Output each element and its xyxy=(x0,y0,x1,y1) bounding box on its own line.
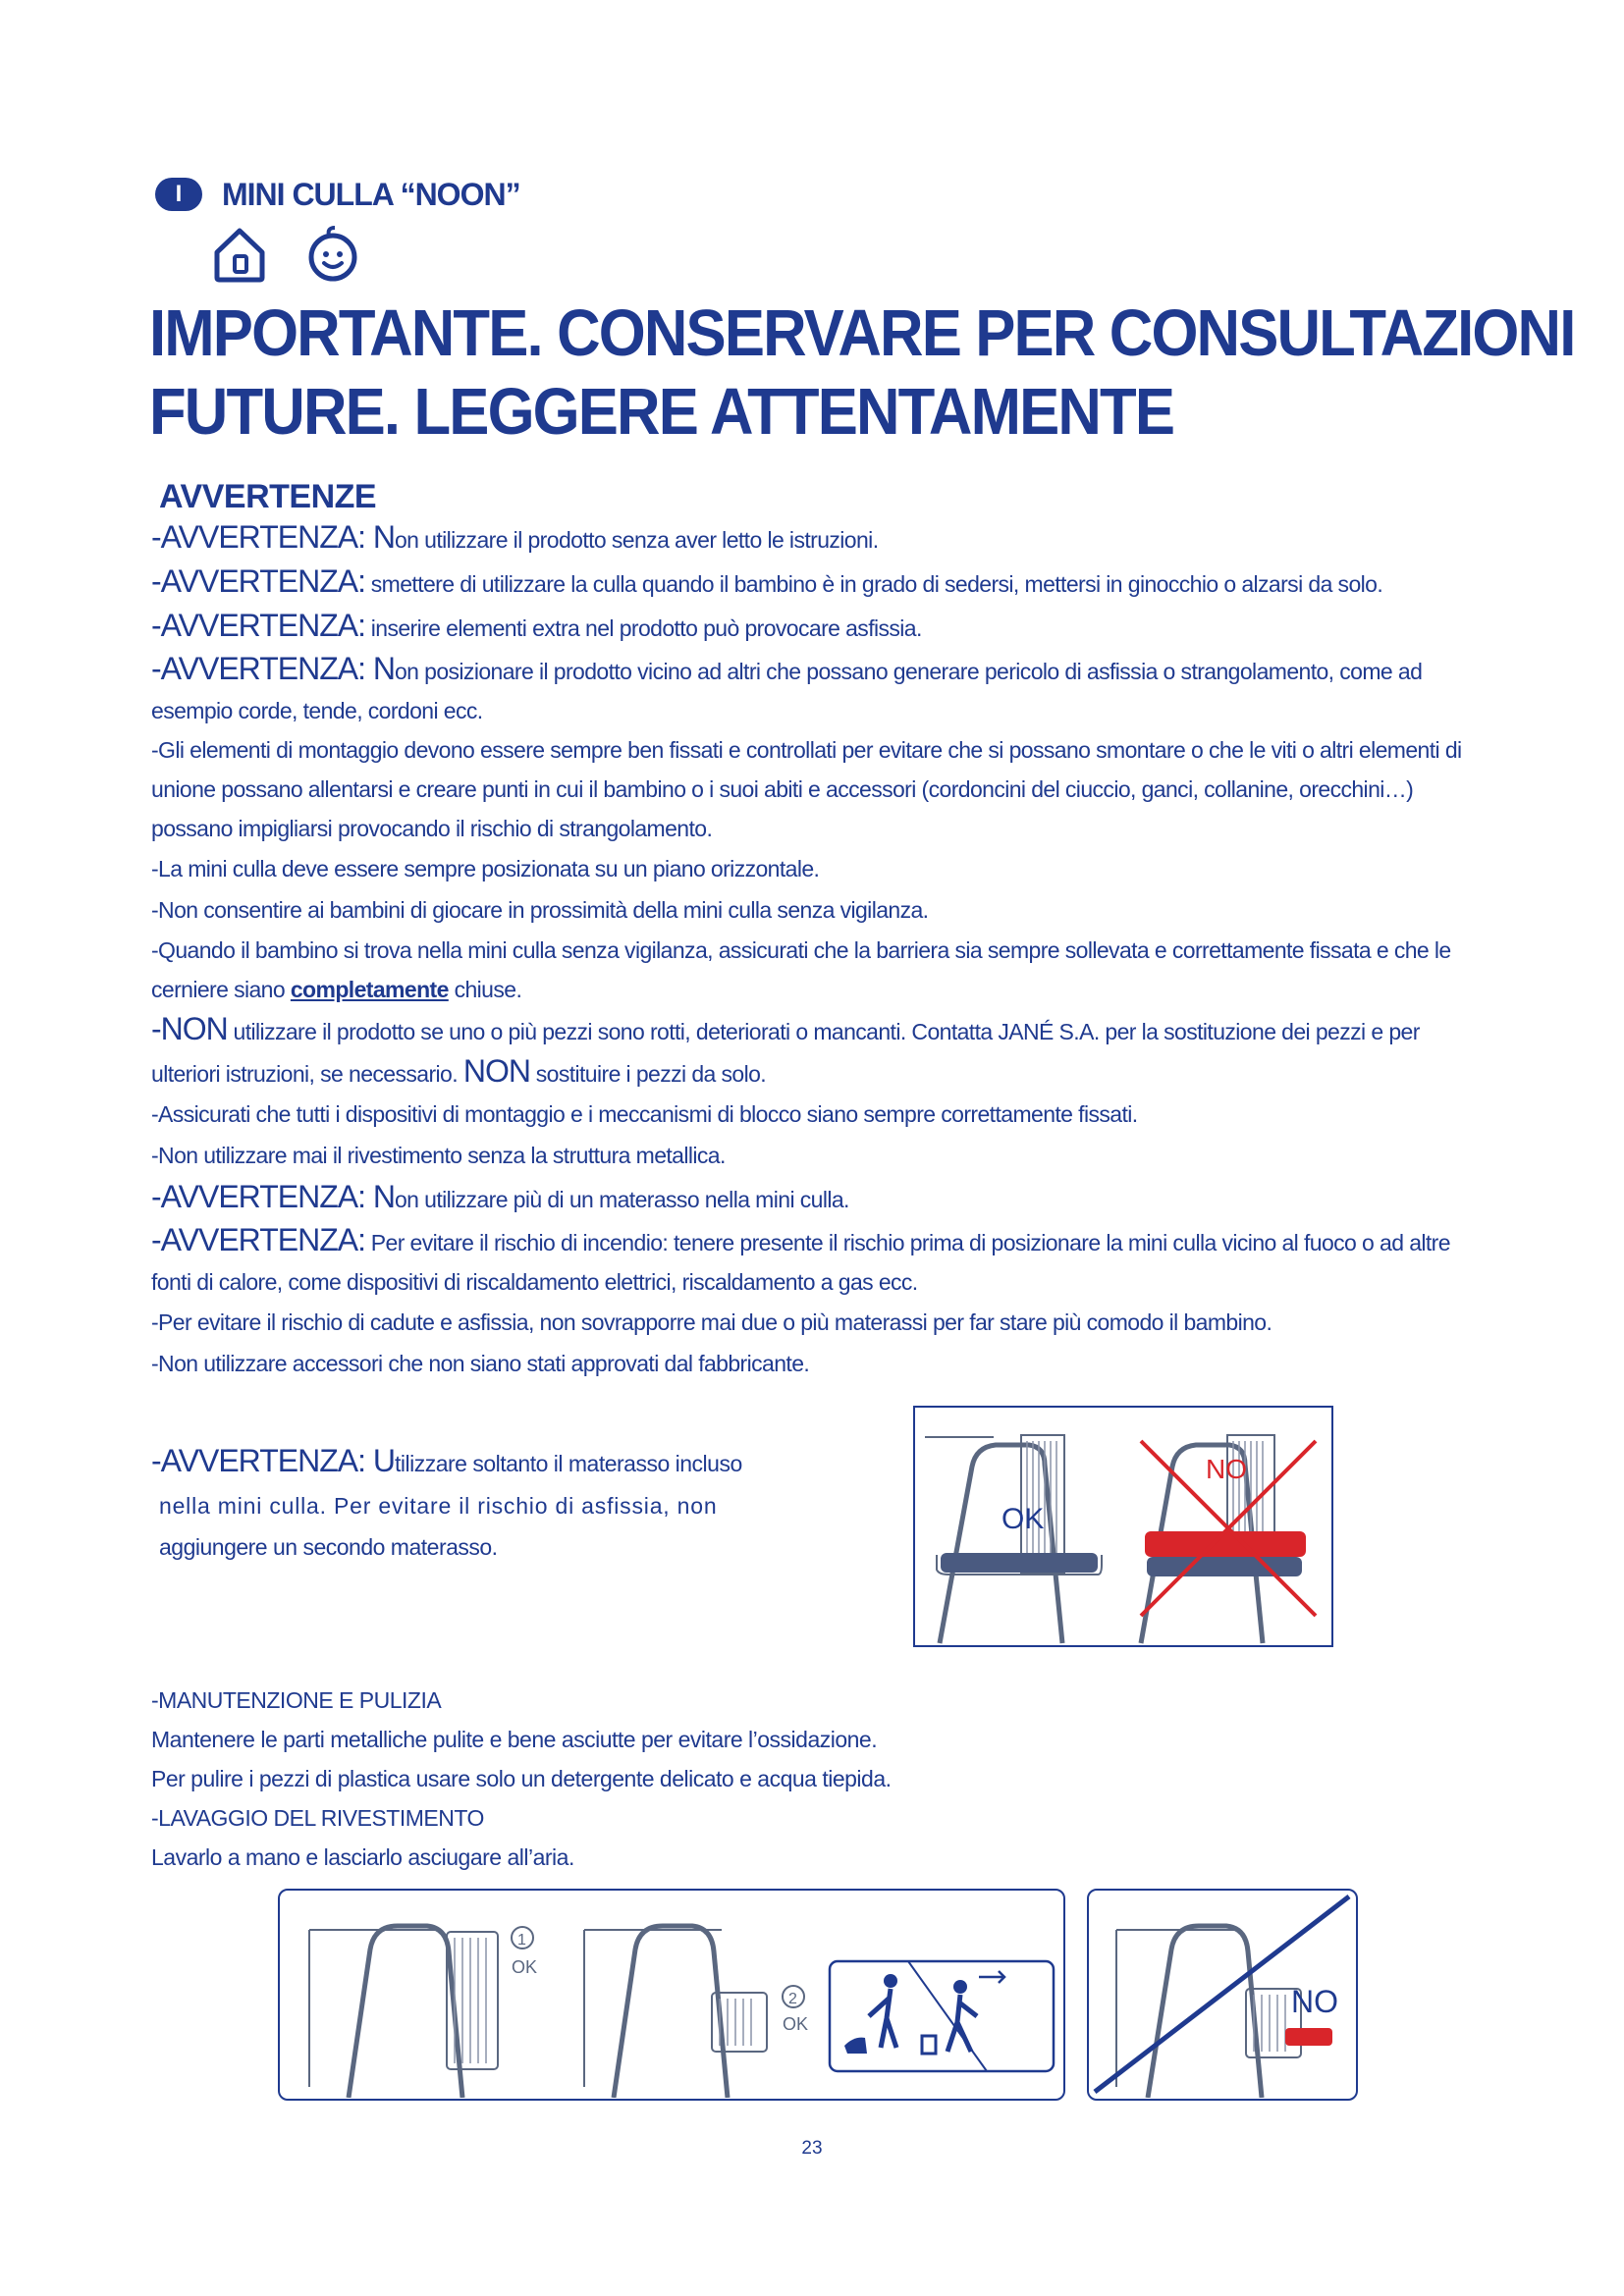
incorrect-use-illustration xyxy=(1089,1891,1355,2098)
warning-item: -Quando il bambino si trova nella mini culla senza vigilanza, assicurati che la barriera sia sempre sollevata e correttamente fissata e che le cerniere siano completamente chiuse. xyxy=(151,937,1451,1002)
svg-text:OK: OK xyxy=(512,1957,538,1977)
mattress-warning: -AVVERTENZA: Utilizzare soltanto il materasso incluso nella mini culla. Per evitare il rischio di asfissia, non aggiungere un secondo materasso. xyxy=(151,1443,742,1560)
language-badge: I xyxy=(155,178,202,211)
product-title: MINI CULLA “NOON” xyxy=(222,176,520,212)
assembly-steps-panel xyxy=(278,1889,1065,2101)
warning-item: -AVVERTENZA: smettere di utilizzare la culla quando il bambino è in grado di sedersi, mettersi in ginocchio o alzarsi da solo. xyxy=(151,563,1383,599)
svg-text:NO: NO xyxy=(1291,1984,1338,2019)
warning-item: -AVVERTENZA: Non posizionare il prodotto vicino ad altri che possano generare pericolo di asfissia o strangolamento, come ad esempio corde, tende, cordoni ecc. xyxy=(151,651,1423,723)
maintenance-line: Per pulire i pezzi di plastica usare solo un detergente delicato e acqua tiepida. xyxy=(151,1766,892,1791)
warning-item: -Gli elementi di montaggio devono essere sempre ben fissati e controllati per evitare che si possano smontare o che le viti o altri elementi di unione possano allentarsi e creare punti in cui il bambino o i suoi abiti e accessori (cordoncini del ciuccio, ganci, collanine, orecchini…) possano impigliarsi provocando il rischio di strangolamento. xyxy=(151,737,1462,841)
warning-item: -AVVERTENZA: Non utilizzare più di un materasso nella mini culla. xyxy=(151,1179,849,1214)
svg-text:2: 2 xyxy=(788,1991,797,2007)
baby-face-icon xyxy=(305,224,360,285)
main-title-line2: FUTURE. LEGGERE ATTENTAMENTE xyxy=(149,375,1174,449)
mattress-ok-no-figure xyxy=(913,1406,1333,1647)
washing-heading: -LAVAGGIO DEL RIVESTIMENTO xyxy=(151,1805,484,1831)
assembly-figures xyxy=(278,1889,1358,2101)
warning-item: -Non utilizzare mai il rivestimento senza la struttura metallica. xyxy=(151,1143,726,1168)
warning-item: -Non utilizzare accessori che non siano stati approvati dal fabbricante. xyxy=(151,1351,810,1376)
document-header xyxy=(155,169,520,220)
warnings-list xyxy=(151,516,1489,1384)
maintenance-line: Mantenere le parti metalliche pulite e bene asciutte per evitare l’ossidazione. xyxy=(151,1727,878,1752)
warning-item: -AVVERTENZA: Per evitare il rischio di incendio: tenere presente il rischio prima di posizionare la mini culla vicino al fuoco o ad altre fonti di calore, come dispositivi di riscaldamento elettrici, riscaldamento a gas ecc. xyxy=(151,1222,1450,1295)
warning-item: -Assicurati che tutti i dispositivi di montaggio e i meccanismi di blocco siano sempre correttamente fissati. xyxy=(151,1101,1138,1127)
page-number: 23 xyxy=(801,2138,823,2159)
warning-item: -AVVERTENZA: inserire elementi extra nel prodotto può provocare asfissia. xyxy=(151,608,922,643)
maintenance-heading: -MANUTENZIONE E PULIZIA xyxy=(151,1687,442,1713)
incorrect-use-panel xyxy=(1087,1889,1358,2101)
svg-text:OK: OK xyxy=(783,2014,809,2034)
warning-item: -AVVERTENZA: Non utilizzare il prodotto senza aver letto le istruzioni. xyxy=(151,519,879,555)
warning-item: -Non consentire ai bambini di giocare in prossimità della mini culla senza vigilanza. xyxy=(151,897,929,923)
svg-text:NO: NO xyxy=(1206,1454,1247,1484)
warning-item: -Per evitare il rischio di cadute e asfissia, non sovrapporre mai due o più materassi per far stare più comodo il bambino. xyxy=(151,1309,1272,1335)
house-icon xyxy=(211,225,268,284)
mattress-illustration xyxy=(915,1408,1331,1645)
main-title-line1: IMPORTANTE. CONSERVARE PER CONSULTAZIONI xyxy=(149,296,1575,370)
main-title xyxy=(149,294,1575,452)
warning-item: -NON utilizzare il prodotto se uno o più pezzi sono rotti, deteriorati o mancanti. Contatta JANÉ S.A. per la sostituzione dei pezzi e per ulteriori istruzioni, se necessario. NON sostituire i pezzi da solo. xyxy=(151,1011,1420,1089)
warning-item: -La mini culla deve essere sempre posizionata su un piano orizzontale. xyxy=(151,856,820,881)
maintenance-section xyxy=(151,1681,1133,1877)
washing-line: Lavarlo a mano e lasciarlo asciugare all’aria. xyxy=(151,1844,574,1870)
assembly-steps-illustration xyxy=(280,1891,1062,2098)
warnings-heading: AVVERTENZE xyxy=(159,478,377,515)
svg-text:OK: OK xyxy=(1001,1503,1045,1535)
warnings-section xyxy=(151,477,1489,1384)
usage-icons xyxy=(211,224,360,285)
svg-text:1: 1 xyxy=(517,1932,526,1949)
